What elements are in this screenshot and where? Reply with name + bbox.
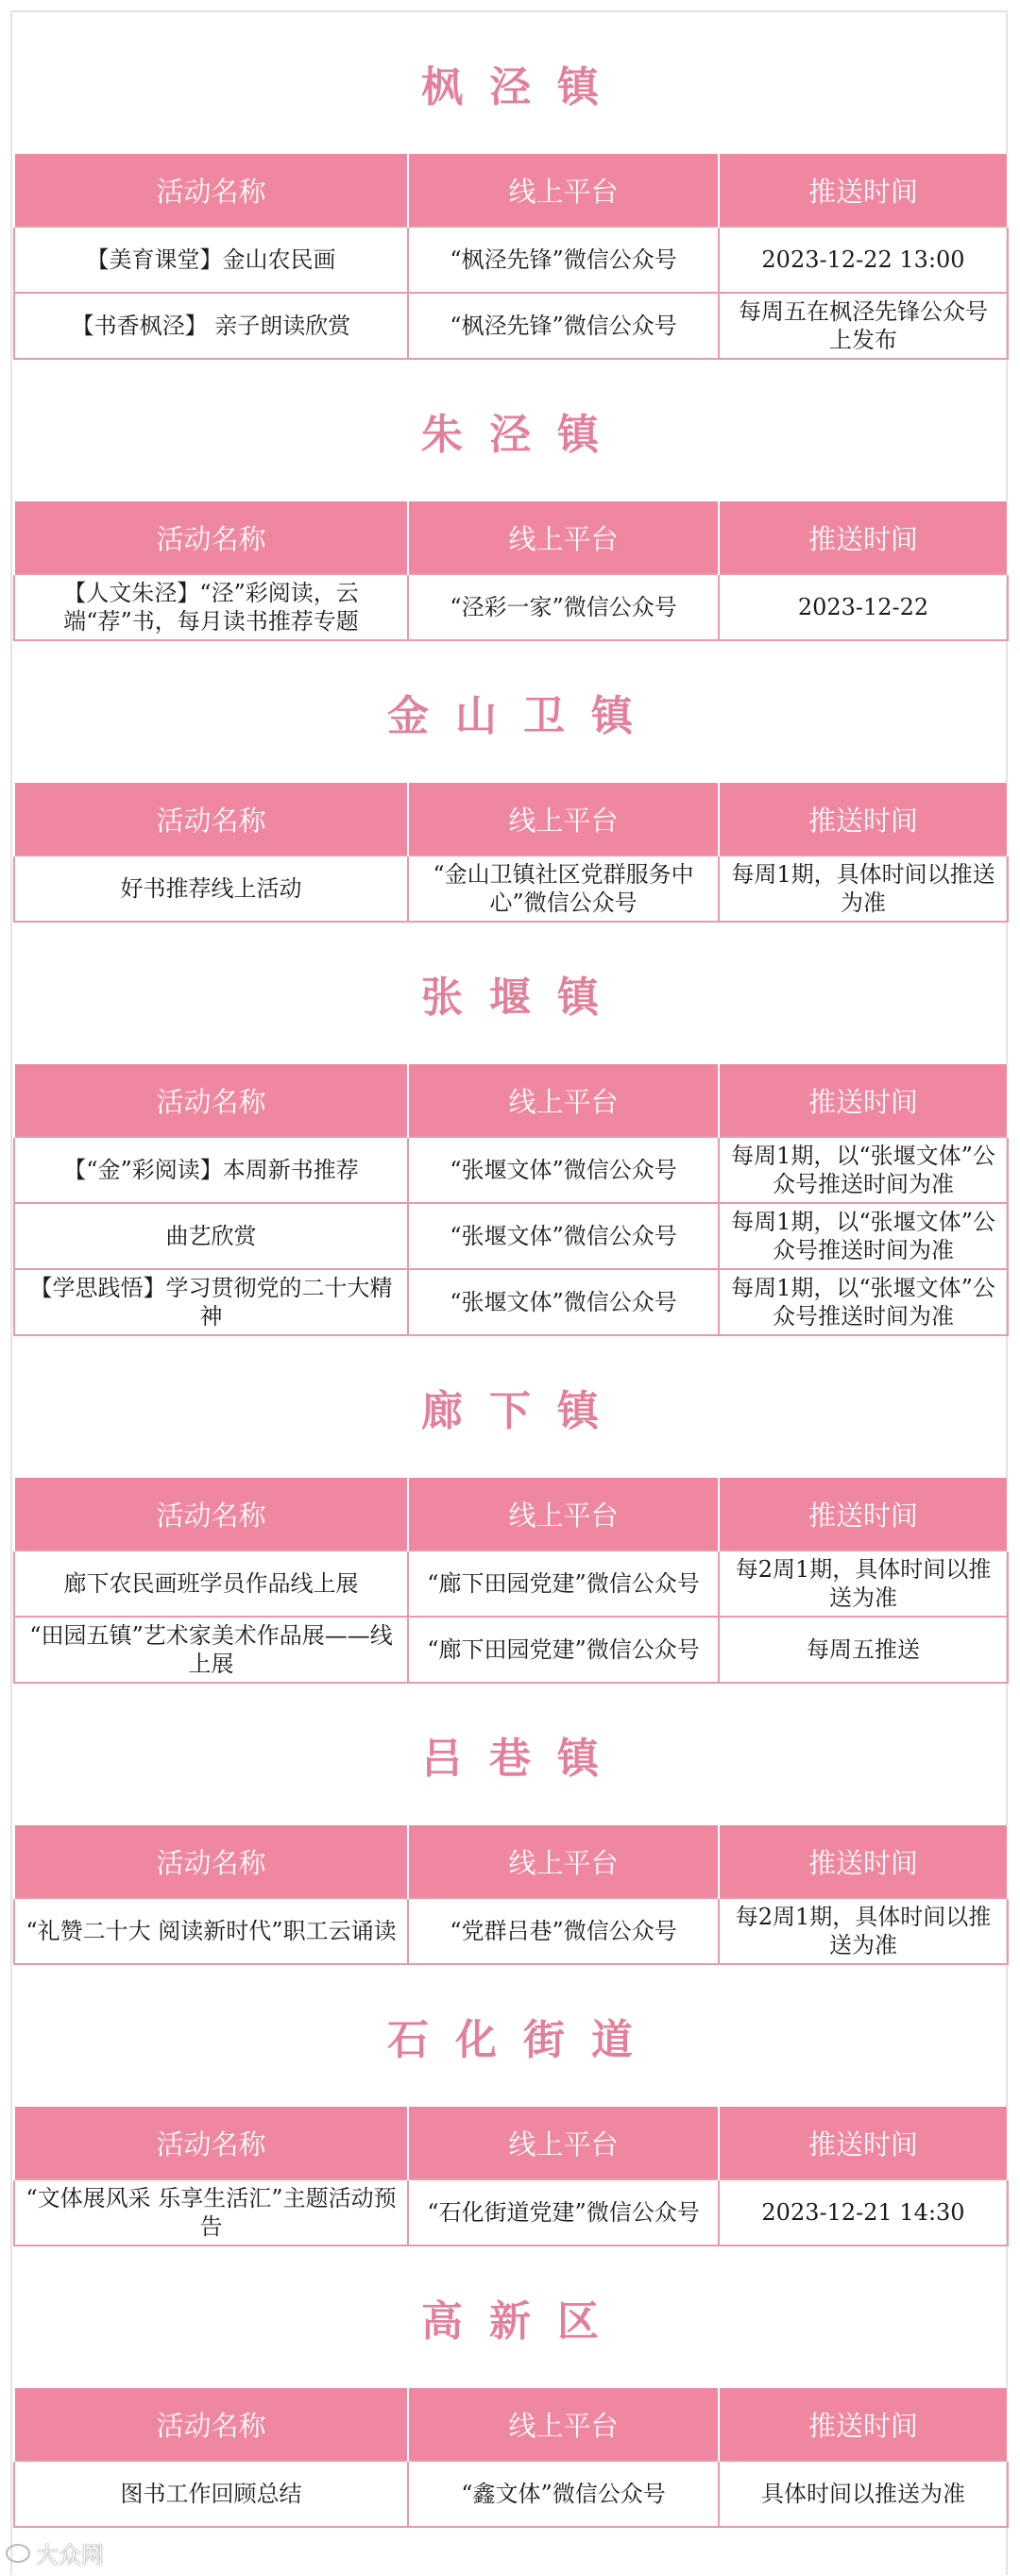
table-header-row — [14, 1478, 1008, 1551]
town-section — [13, 1336, 1007, 1684]
column-header: 推送时间 — [719, 1825, 1008, 1898]
town-section — [13, 923, 1007, 1336]
table-header-row — [14, 1064, 1008, 1137]
table-row — [14, 1617, 1008, 1683]
table-cell: 廊下农民画班学员作品线上展 — [14, 1551, 408, 1617]
column-header: 推送时间 — [719, 1478, 1008, 1551]
activity-table — [13, 783, 1009, 923]
activity-table — [13, 501, 1009, 641]
table-cell: 每周1期，具体时间以推送为准 — [719, 856, 1008, 922]
table-header-row — [14, 783, 1008, 856]
table-cell: “廊下田园党建”微信公众号 — [408, 1617, 719, 1683]
table-cell: 2023-12-22 — [719, 574, 1008, 640]
town-title: 枫泾镇 — [421, 63, 625, 111]
activity-table — [13, 1478, 1009, 1684]
table-cell: “金山卫镇社区党群服务中心”微信公众号 — [408, 856, 719, 922]
table-cell: 好书推荐线上活动 — [14, 856, 408, 922]
column-header: 线上平台 — [408, 783, 719, 856]
column-header: 活动名称 — [14, 501, 408, 574]
table-cell: 曲艺欣赏 — [14, 1203, 408, 1269]
table-cell: “鑫文体”微信公众号 — [408, 2461, 719, 2527]
table-cell: 【书香枫泾】 亲子朗读欣赏 — [14, 293, 408, 359]
table-row — [14, 2179, 1008, 2246]
column-header: 推送时间 — [719, 783, 1008, 856]
town-title: 高新区 — [421, 2297, 625, 2346]
town-title: 石化街道 — [387, 2016, 659, 2064]
table-cell: 每周1期，以“张堰文体”公众号推送时间为准 — [719, 1137, 1008, 1203]
table-row — [14, 1137, 1008, 1203]
activity-table — [13, 1825, 1009, 1965]
table-header-row — [14, 1825, 1008, 1898]
table-header-row — [14, 501, 1008, 574]
town-title: 廊下镇 — [421, 1387, 625, 1435]
town-title: 金山卫镇 — [387, 692, 659, 740]
town-section — [13, 1965, 1007, 2246]
town-title: 朱泾镇 — [421, 411, 625, 459]
town-section — [13, 360, 1007, 641]
column-header: 线上平台 — [408, 2388, 719, 2461]
table-cell: “党群吕巷”微信公众号 — [408, 1898, 719, 1964]
table-cell: “张堰文体”微信公众号 — [408, 1203, 719, 1269]
activity-table — [13, 154, 1009, 360]
table-cell: 每2周1期，具体时间以推送为准 — [719, 1551, 1008, 1617]
table-cell: “枫泾先锋”微信公众号 — [408, 227, 719, 293]
table-row — [14, 574, 1008, 640]
table-header-row — [14, 2388, 1008, 2461]
table-row — [14, 2461, 1008, 2527]
table-cell: 图书工作回顾总结 — [14, 2461, 408, 2527]
column-header: 线上平台 — [408, 154, 719, 227]
column-header: 活动名称 — [14, 2388, 408, 2461]
column-header: 活动名称 — [14, 1825, 408, 1898]
table-cell: 2023-12-22 13:00 — [719, 227, 1008, 293]
table-cell: 每周1期，以“张堰文体”公众号推送时间为准 — [719, 1269, 1008, 1335]
table-cell: “张堰文体”微信公众号 — [408, 1137, 719, 1203]
table-cell: “廊下田园党建”微信公众号 — [408, 1551, 719, 1617]
column-header: 推送时间 — [719, 2388, 1008, 2461]
table-cell: 【人文朱泾】“泾”彩阅读，云端“荐”书，每月读书推荐专题 — [14, 574, 408, 640]
table-row — [14, 1551, 1008, 1617]
column-header: 活动名称 — [14, 1064, 408, 1137]
activity-table — [13, 2388, 1009, 2528]
town-section — [13, 641, 1007, 923]
column-header: 活动名称 — [14, 1478, 408, 1551]
table-cell: 每周五在枫泾先锋公众号上发布 — [719, 293, 1008, 359]
table-cell: “田园五镇”艺术家美术作品展——线上展 — [14, 1617, 408, 1683]
column-header: 推送时间 — [719, 501, 1008, 574]
table-cell: 【学思践悟】学习贯彻党的二十大精神 — [14, 1269, 408, 1335]
table-row — [14, 293, 1008, 359]
column-header: 线上平台 — [408, 1064, 719, 1137]
table-cell: “枫泾先锋”微信公众号 — [408, 293, 719, 359]
column-header: 线上平台 — [408, 1478, 719, 1551]
column-header: 推送时间 — [719, 2107, 1008, 2179]
column-header: 活动名称 — [14, 2107, 408, 2179]
table-cell: 具体时间以推送为准 — [719, 2461, 1008, 2527]
table-cell: 2023-12-21 14:30 — [719, 2179, 1008, 2246]
table-row — [14, 1269, 1008, 1335]
table-cell: 【“金”彩阅读】本周新书推荐 — [14, 1137, 408, 1203]
table-cell: 【美育课堂】金山农民画 — [14, 227, 408, 293]
table-cell: “礼赞二十大 阅读新时代”职工云诵读 — [14, 1898, 408, 1964]
town-section — [13, 1684, 1007, 1965]
town-title: 张堰镇 — [421, 974, 625, 1022]
column-header: 活动名称 — [14, 783, 408, 856]
table-cell: “文体展风采 乐享生活汇”主题活动预告 — [14, 2179, 408, 2246]
table-cell: “泾彩一家”微信公众号 — [408, 574, 719, 640]
table-cell: 每周1期，以“张堰文体”公众号推送时间为准 — [719, 1203, 1008, 1269]
column-header: 活动名称 — [14, 154, 408, 227]
town-section — [13, 12, 1007, 360]
table-header-row — [14, 154, 1008, 227]
watermark — [6, 2536, 104, 2569]
table-row — [14, 856, 1008, 922]
table-row — [14, 1898, 1008, 1964]
watermark-logo-icon — [6, 2544, 30, 2563]
column-header: 线上平台 — [408, 501, 719, 574]
column-header: 推送时间 — [719, 154, 1008, 227]
table-header-row — [14, 2107, 1008, 2179]
town-section — [13, 2246, 1007, 2528]
town-title: 吕巷镇 — [421, 1735, 625, 1783]
activity-table — [13, 1064, 1009, 1336]
activity-sections — [13, 12, 1007, 2528]
activity-table — [13, 2107, 1009, 2246]
table-cell: “张堰文体”微信公众号 — [408, 1269, 719, 1335]
table-row — [14, 1203, 1008, 1269]
column-header: 推送时间 — [719, 1064, 1008, 1137]
table-cell: 每2周1期，具体时间以推送为准 — [719, 1898, 1008, 1964]
column-header: 线上平台 — [408, 2107, 719, 2179]
watermark-text: 大众网 — [36, 2542, 104, 2568]
table-cell: 每周五推送 — [719, 1617, 1008, 1683]
table-row — [14, 227, 1008, 293]
table-cell: “石化街道党建”微信公众号 — [408, 2179, 719, 2246]
column-header: 线上平台 — [408, 1825, 719, 1898]
